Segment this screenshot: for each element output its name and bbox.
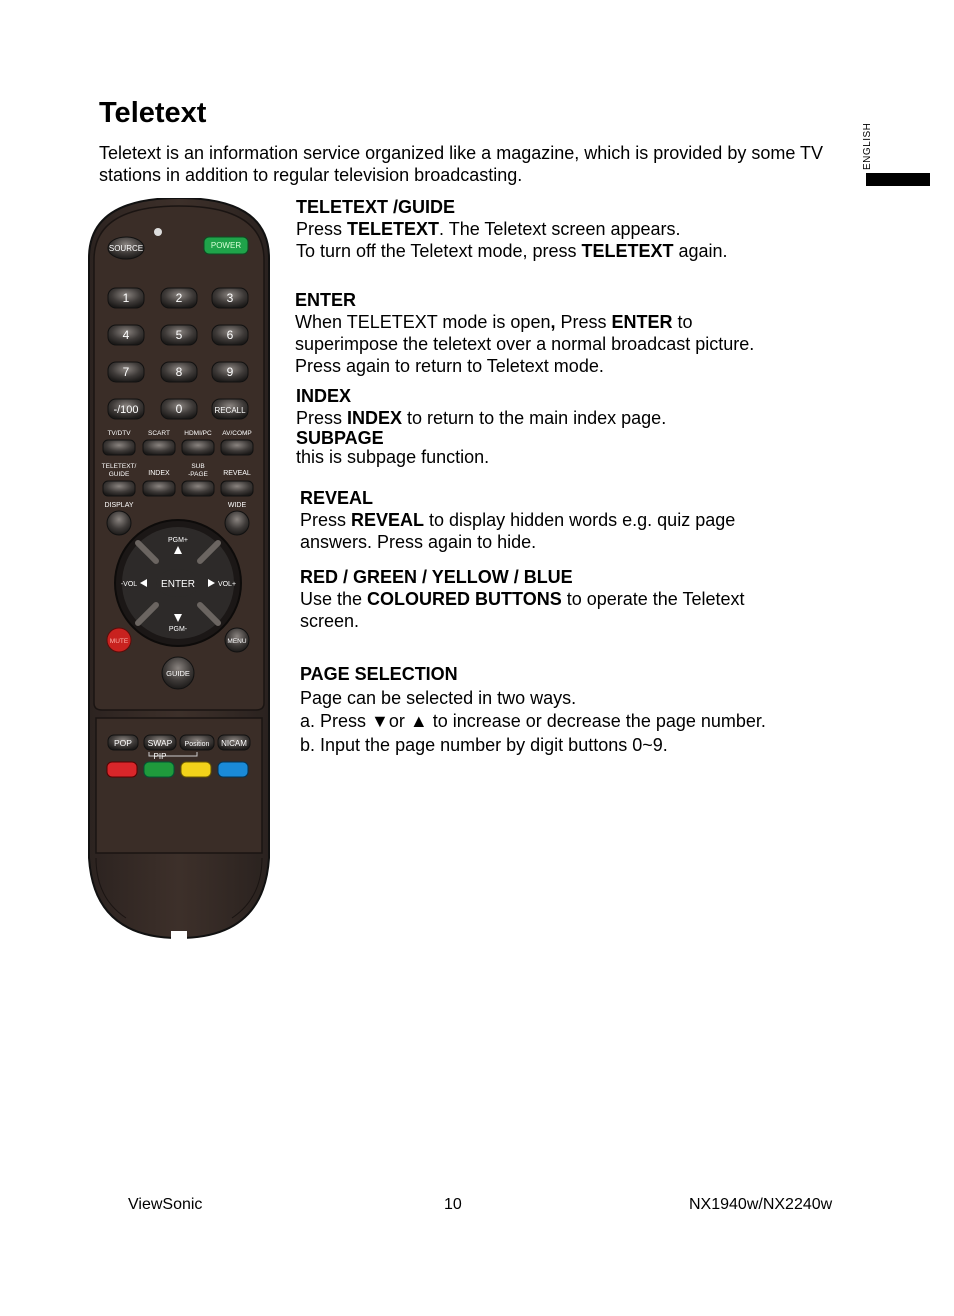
index-label: INDEX bbox=[148, 470, 170, 477]
page-selection-line-3: b. Input the page number by digit buttons 0~9. bbox=[300, 734, 668, 755]
wide-label: WIDE bbox=[227, 502, 247, 509]
enter-heading: ENTER bbox=[295, 290, 357, 310]
wide-button bbox=[225, 511, 249, 535]
colours-line-2: screen. bbox=[300, 611, 360, 631]
reveal-heading: REVEAL bbox=[300, 488, 374, 508]
index-heading: INDEX bbox=[296, 386, 352, 406]
ir-led bbox=[154, 228, 162, 236]
intro-paragraph: Teletext is an information service organized like a magazine, which is provided by some TV stations in addition to regular television broadcasting. bbox=[99, 143, 824, 185]
digit-label-7: 7 bbox=[122, 365, 130, 379]
swap-label: SWAP bbox=[147, 738, 173, 748]
digit-label-2: 2 bbox=[175, 291, 183, 305]
up-arrow-icon: ▲ bbox=[409, 711, 428, 731]
section-enter bbox=[295, 289, 754, 377]
yellow-button bbox=[181, 762, 211, 777]
section-teletext bbox=[296, 196, 728, 262]
reveal-line-1: Press REVEAL to display hidden words e.g. quiz page bbox=[300, 510, 736, 530]
zero-label: 0 bbox=[175, 402, 183, 416]
guide-label: GUIDE bbox=[166, 669, 190, 678]
pip-label: PIP bbox=[153, 752, 167, 761]
remote-bottom-notch bbox=[171, 931, 187, 939]
display-button bbox=[107, 511, 131, 535]
blue-button bbox=[218, 762, 248, 777]
teletext-button bbox=[103, 481, 135, 496]
colours-line-1: Use the COLOURED BUTTONS to operate the Teletext bbox=[300, 589, 745, 609]
down-arrow-icon: ▼ bbox=[371, 711, 389, 731]
enter-line-2: superimpose the teletext over a normal broadcast picture. bbox=[295, 334, 755, 354]
section-colours bbox=[300, 566, 745, 632]
power-label: POWER bbox=[210, 241, 242, 250]
display-label: DISPLAY bbox=[104, 502, 134, 509]
mute-label: MUTE bbox=[109, 638, 129, 645]
source-select-label-2: SCART bbox=[148, 430, 170, 437]
position-label: Position bbox=[184, 741, 210, 748]
remote-control-illustration bbox=[86, 198, 272, 940]
source-select-button-2 bbox=[143, 440, 175, 455]
nicam-label: NICAM bbox=[221, 739, 247, 748]
language-tab-bar bbox=[866, 173, 930, 186]
reveal-button bbox=[221, 481, 253, 496]
section-page-selection bbox=[300, 663, 766, 757]
recall-label: RECALL bbox=[214, 406, 246, 415]
enter-line-3: Press again to return to Teletext mode. bbox=[295, 356, 604, 376]
footer-page-number: 10 bbox=[444, 1196, 462, 1213]
page-selection-line-2: a. Press ▼or ▲ to increase or decrease the page number. bbox=[300, 711, 766, 731]
enter-line-1: When TELETEXT mode is open, Press ENTER to bbox=[295, 312, 693, 332]
pgm-up-label: PGM+ bbox=[167, 537, 189, 544]
digit-label-1: 1 bbox=[122, 291, 130, 305]
index-line-1: Press INDEX to return to the main index page. bbox=[296, 408, 667, 428]
menu-label: MENU bbox=[227, 638, 247, 645]
digit-label-5: 5 bbox=[175, 328, 183, 342]
source-select-button-3 bbox=[182, 440, 214, 455]
green-button bbox=[144, 762, 174, 777]
source-select-button-1 bbox=[103, 440, 135, 455]
index-button bbox=[143, 481, 175, 496]
footer-brand: ViewSonic bbox=[128, 1196, 203, 1213]
reveal-label: REVEAL bbox=[223, 470, 251, 477]
page-selection-line-1: Page can be selected in two ways. bbox=[300, 687, 577, 708]
reveal-line-2: answers. Press again to hide. bbox=[300, 532, 537, 552]
footer-model: NX1940w/NX2240w bbox=[689, 1196, 833, 1213]
subpage-label-2: -PAGE bbox=[188, 471, 208, 478]
section-reveal bbox=[300, 487, 735, 553]
page-selection-heading: PAGE SELECTION bbox=[300, 664, 458, 684]
teletext-line-2: To turn off the Teletext mode, press TELETEXT again. bbox=[296, 241, 728, 261]
section-index bbox=[296, 385, 666, 429]
teletext-heading: TELETEXT /GUIDE bbox=[296, 197, 456, 217]
subpage-line-1: this is subpage function. bbox=[296, 447, 490, 467]
source-select-label-3: HDMI/PC bbox=[184, 430, 212, 437]
digit-label-9: 9 bbox=[226, 365, 234, 379]
subpage-button bbox=[182, 481, 214, 496]
language-tab-label: ENGLISH bbox=[862, 122, 873, 170]
pgm-down-label: PGM- bbox=[168, 626, 188, 633]
teletext-line-1: Press TELETEXT. The Teletext screen appears. bbox=[296, 219, 681, 239]
enter-label: ENTER bbox=[161, 579, 195, 590]
section-subpage bbox=[296, 429, 489, 467]
source-select-label-1: TV/DTV bbox=[107, 430, 131, 437]
page-title: Teletext bbox=[99, 97, 207, 129]
red-button bbox=[107, 762, 137, 777]
minus100-label: -/100 bbox=[113, 404, 139, 416]
pop-label: POP bbox=[114, 738, 132, 748]
language-tab bbox=[858, 112, 882, 172]
vol-down-label: -VOL bbox=[120, 581, 138, 588]
vol-up-label: VOL+ bbox=[217, 581, 237, 588]
digit-label-8: 8 bbox=[175, 365, 183, 379]
subpage-heading: SUBPAGE bbox=[296, 428, 384, 448]
digit-label-4: 4 bbox=[122, 328, 130, 342]
digit-label-3: 3 bbox=[226, 291, 234, 305]
digit-label-6: 6 bbox=[226, 328, 234, 342]
teletext-guide-label-1: TELETEXT/ bbox=[101, 463, 137, 470]
teletext-guide-label-2: GUIDE bbox=[108, 471, 130, 478]
colours-heading: RED / GREEN / YELLOW / BLUE bbox=[300, 567, 573, 587]
source-select-label-4: AV/COMP bbox=[222, 430, 252, 437]
subpage-label-1: SUB bbox=[191, 463, 205, 470]
source-select-button-4 bbox=[221, 440, 253, 455]
source-label: SOURCE bbox=[108, 244, 144, 253]
